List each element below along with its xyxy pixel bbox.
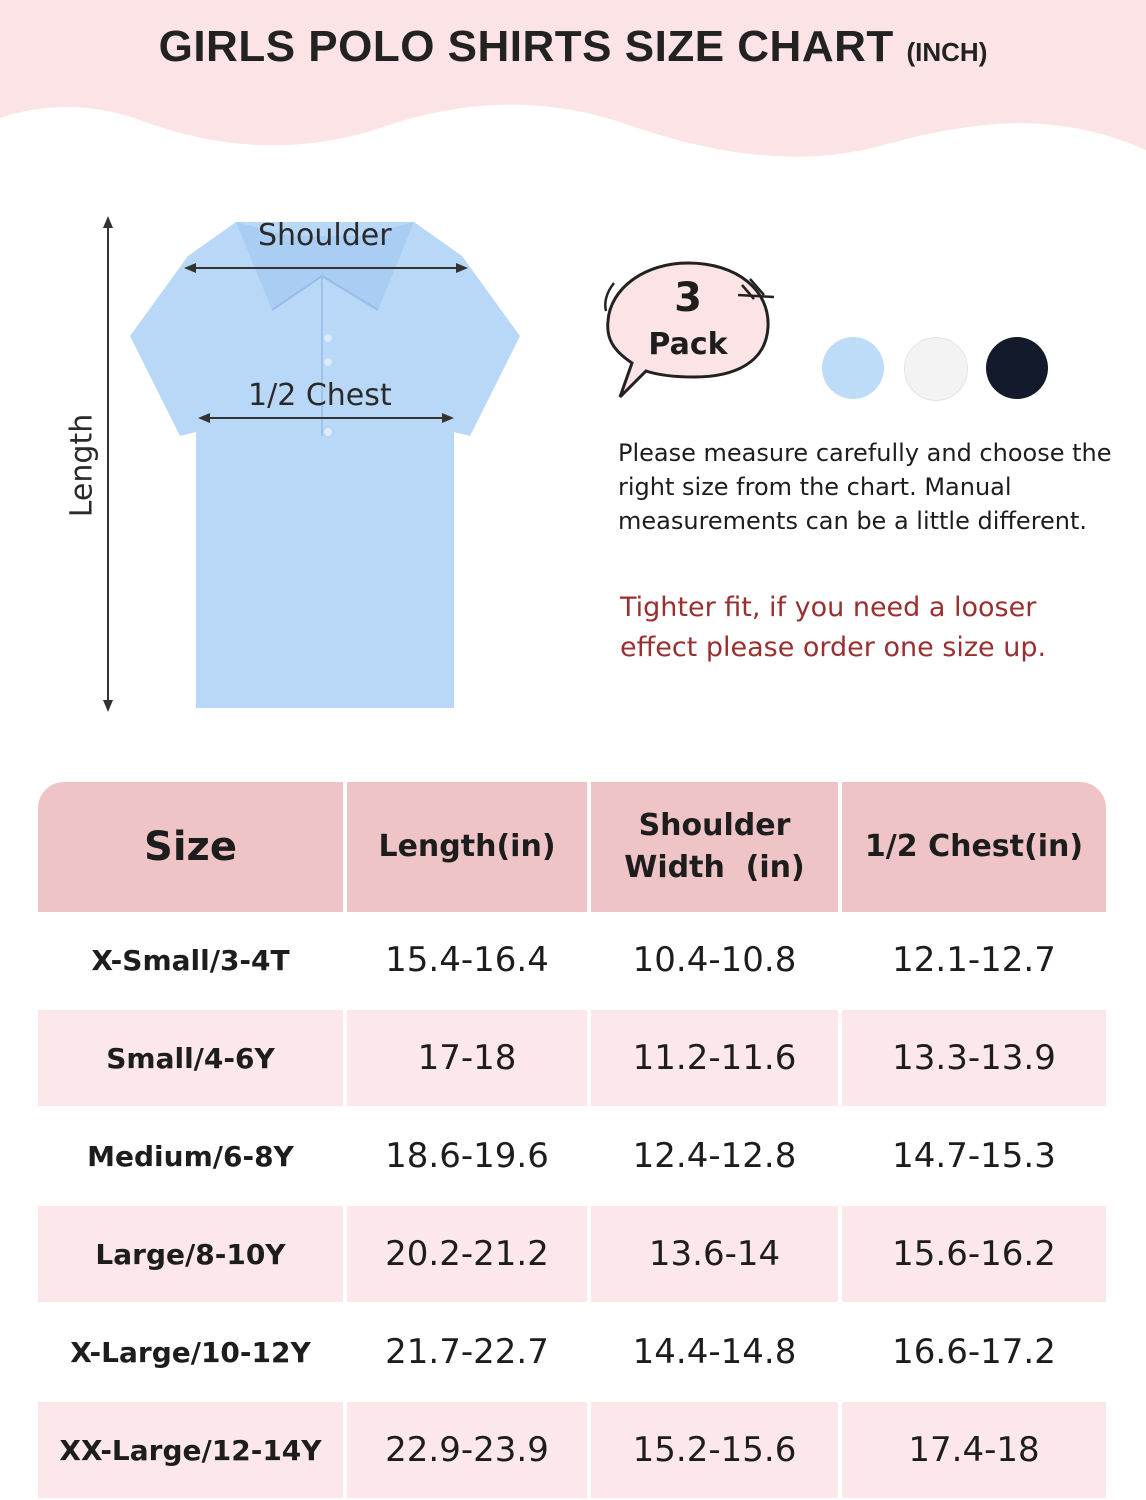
cell-length: 21.7-22.7 xyxy=(385,1332,549,1372)
table-row xyxy=(38,912,1106,1008)
table-row xyxy=(38,1010,1106,1106)
polo-shirt-illustration xyxy=(60,200,560,720)
cell-size: Medium/6-8Y xyxy=(87,1139,294,1173)
page-title xyxy=(0,22,1146,72)
cell-shoulder: 14.4-14.8 xyxy=(632,1332,797,1372)
cell-size: XX-Large/12-14Y xyxy=(38,1402,343,1498)
swatch-white xyxy=(904,337,968,401)
cell-chest: 14.7-15.3 xyxy=(892,1136,1056,1176)
fit-note: Tighter fit, if you need a looser effect please order one size up. xyxy=(620,592,1047,663)
cell-shoulder: 11.2-11.6 xyxy=(591,1010,838,1106)
cell-chest: 12.1-12.7 xyxy=(892,940,1056,980)
cell-size: Small/4-6Y xyxy=(38,1010,343,1106)
cell-length: 15.4-16.4 xyxy=(385,940,549,980)
cell-length: 18.6-19.6 xyxy=(385,1136,549,1176)
swatch-navy xyxy=(986,337,1048,399)
cell-length: 22.9-23.9 xyxy=(347,1402,587,1498)
cell-shoulder: 15.2-15.6 xyxy=(591,1402,838,1498)
chest-label: 1/2 Chest xyxy=(248,378,392,413)
cell-size: X-Small/3-4T xyxy=(91,943,290,977)
size-table xyxy=(38,782,1106,1500)
pack-badge xyxy=(598,255,778,405)
cell-chest: 15.6-16.2 xyxy=(842,1206,1106,1302)
measure-note: Please measure carefully and choose the right size from the chart. Manual measurements can be a little different. xyxy=(618,439,1112,535)
pack-word: Pack xyxy=(648,327,728,362)
cell-shoulder: 12.4-12.8 xyxy=(632,1136,797,1176)
swatch-light-blue xyxy=(822,337,884,399)
shoulder-label: Shoulder xyxy=(258,218,392,253)
header-shoulder: Shoulder Width (in) xyxy=(591,782,838,912)
cell-length: 17-18 xyxy=(347,1010,587,1106)
header-length: Length(in) xyxy=(347,782,587,912)
table-row xyxy=(38,1108,1106,1204)
title-unit: (INCH) xyxy=(906,37,988,67)
cell-shoulder: 10.4-10.8 xyxy=(632,940,797,980)
cell-size: X-Large/10-12Y xyxy=(70,1335,311,1369)
table-row xyxy=(38,1304,1106,1400)
shirt-diagram xyxy=(60,200,560,720)
cell-chest: 17.4-18 xyxy=(842,1402,1106,1498)
header-size: Size xyxy=(38,782,343,912)
cell-length: 20.2-21.2 xyxy=(347,1206,587,1302)
cell-size: Large/8-10Y xyxy=(38,1206,343,1302)
length-label: Length xyxy=(64,413,100,518)
cell-chest: 16.6-17.2 xyxy=(892,1332,1056,1372)
cell-chest: 13.3-13.9 xyxy=(842,1010,1106,1106)
title-text: GIRLS POLO SHIRTS SIZE CHART xyxy=(158,22,894,71)
header-chest: 1/2 Chest(in) xyxy=(842,782,1106,912)
pack-number: 3 xyxy=(674,275,702,321)
table-row xyxy=(38,1206,1106,1302)
table-row xyxy=(38,1402,1106,1498)
cell-shoulder: 13.6-14 xyxy=(591,1206,838,1302)
table-header xyxy=(38,782,1106,912)
